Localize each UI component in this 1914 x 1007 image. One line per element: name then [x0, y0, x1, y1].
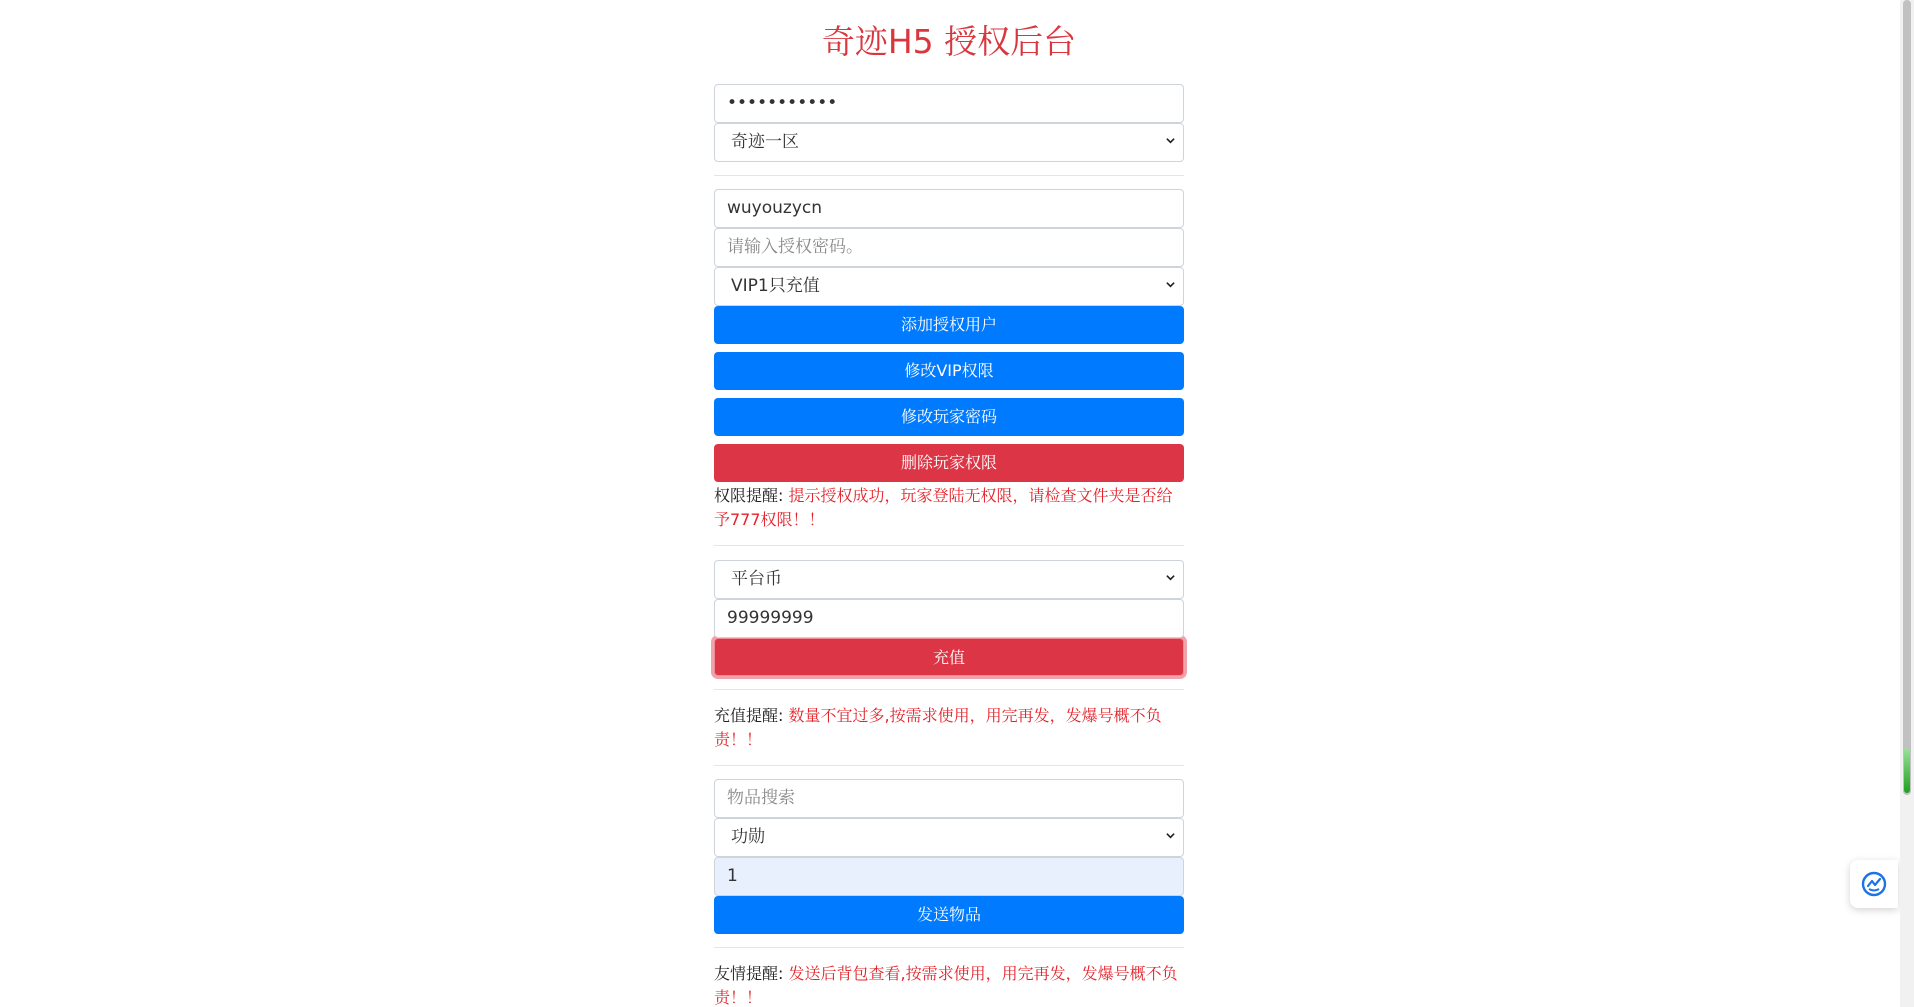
recharge-note-text: 数量不宜过多,按需求使用，用完再发，发爆号概不负责！！ — [714, 706, 1162, 749]
friendly-note-label: 友情提醒: — [714, 964, 784, 983]
recharge-note — [714, 704, 1184, 752]
delete-permission-button[interactable]: 删除玩家权限 — [714, 444, 1184, 482]
vip-select-value: VIP1只充值 — [731, 276, 820, 296]
item-select-value: 功勋 — [731, 827, 765, 847]
assistant-widget[interactable] — [1850, 860, 1898, 908]
permission-note-text: 提示授权成功，玩家登陆无权限，请检查文件夹是否给予777权限！！ — [714, 486, 1173, 529]
chevron-down-icon — [1166, 280, 1175, 289]
amount-field[interactable]: 99999999 — [714, 599, 1184, 638]
modify-vip-button[interactable]: 修改VIP权限 — [714, 352, 1184, 390]
main-container — [714, 0, 1184, 1007]
vertical-scrollbar[interactable] — [1900, 0, 1914, 1007]
currency-select-value: 平台币 — [731, 569, 782, 589]
item-search-input[interactable]: 物品搜索 — [714, 779, 1184, 818]
recharge-note-label: 充值提醒: — [714, 706, 784, 725]
server-select-value: 奇迹一区 — [731, 132, 799, 152]
modify-password-button[interactable]: 修改玩家密码 — [714, 398, 1184, 436]
chevron-down-icon — [1166, 573, 1175, 582]
quantity-field[interactable]: 1 — [714, 857, 1184, 896]
server-select[interactable] — [714, 123, 1184, 162]
send-item-button[interactable]: 发送物品 — [714, 896, 1184, 934]
chevron-down-icon — [1166, 136, 1175, 145]
currency-select[interactable] — [714, 560, 1184, 599]
admin-password-field[interactable]: ••••••••••• — [714, 84, 1184, 123]
friendly-note-text: 发送后背包查看,按需求使用，用完再发，发爆号概不负责！！ — [714, 964, 1178, 1007]
page-title: 奇迹H5 授权后台 — [821, 22, 1077, 61]
scroll-indicator — [1904, 748, 1910, 793]
assistant-icon — [1860, 870, 1888, 898]
permission-note — [714, 484, 1184, 532]
vip-select[interactable] — [714, 267, 1184, 306]
add-user-button[interactable]: 添加授权用户 — [714, 306, 1184, 344]
recharge-button[interactable]: 充值 — [714, 638, 1184, 676]
auth-password-input[interactable]: 请输入授权密码。 — [714, 228, 1184, 267]
friendly-note — [714, 962, 1184, 1007]
chevron-down-icon — [1166, 831, 1175, 840]
permission-note-label: 权限提醒: — [714, 486, 784, 505]
username-field[interactable]: wuyouzycn — [714, 189, 1184, 228]
item-select[interactable] — [714, 818, 1184, 857]
scrollbar-thumb[interactable] — [1903, 0, 1911, 795]
